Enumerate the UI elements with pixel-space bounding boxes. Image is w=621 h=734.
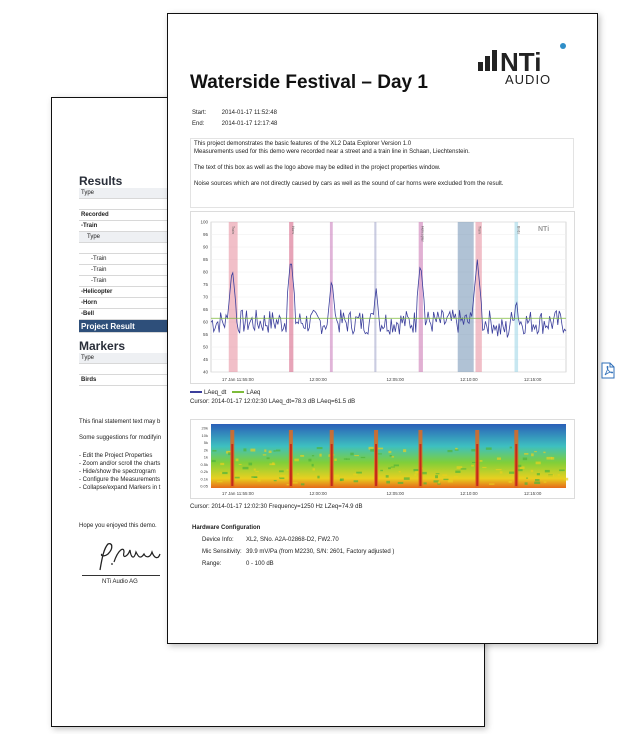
table-row[interactable]: -Train (79, 254, 169, 265)
list-item: - Hide/show the spectrogram (79, 469, 156, 475)
closing-text: Hope you enjoyed this demo. (79, 523, 157, 529)
start-label: Start: (192, 110, 207, 116)
logo-mark-text: NTi (500, 47, 542, 77)
spectrogram-event-core (515, 444, 517, 486)
spectrogram-chart[interactable] (190, 419, 575, 499)
spectrogram-texture (394, 464, 399, 466)
spectrogram-texture (340, 479, 342, 481)
spectrogram-texture (361, 457, 365, 458)
end-row (192, 121, 277, 127)
spectrogram-texture (222, 472, 227, 474)
marker-band[interactable] (515, 222, 519, 372)
table-row[interactable]: -Helicopter (79, 287, 169, 298)
table-row[interactable]: Recorded (79, 210, 169, 221)
table-header-row[interactable]: Type (79, 232, 169, 243)
spectrogram-texture (313, 468, 315, 470)
description-line: Measurements used for this demo were recorded near a street and a train line in Schaan, Liechtenstein. (194, 149, 470, 155)
y-tick-label: 5k (203, 440, 208, 445)
description-line: This project demonstrates the basic features of the XL2 Data Explorer Version 1.0 (194, 141, 412, 147)
device-info-row (202, 537, 339, 543)
company-name: NTi Audio AG (102, 579, 138, 585)
y-tick-label: 90 (202, 244, 208, 250)
y-tick-label: 45 (202, 357, 208, 362)
y-tick-label: 0.5k (200, 461, 208, 467)
table-row[interactable]: -Horn (79, 298, 169, 309)
spectrogram-texture (423, 482, 426, 484)
spectrogram-texture (500, 471, 503, 473)
spectrogram-texture (264, 449, 266, 452)
spectrogram-texture (350, 453, 353, 456)
y-tick-label: 1k (203, 454, 208, 460)
spectrogram-texture (544, 481, 547, 482)
spectrogram-texture (489, 483, 494, 484)
spectrogram-texture (535, 479, 540, 481)
spectrogram-texture (497, 457, 501, 459)
end-value: 2014-01-17 12:17:48 (221, 121, 278, 127)
signature-line (82, 575, 160, 576)
spectrogram-texture (273, 450, 275, 451)
legend-item-laeq-dt: LAeq_dt (190, 390, 226, 396)
table-row[interactable] (79, 243, 169, 254)
spectrogram-texture (286, 469, 288, 470)
spectrogram-texture (294, 459, 298, 462)
spectrogram-cursor-readout: Cursor: 2014-01-17 12:02:30 Frequency=1250 Hz LZeq=74.9 dB (190, 504, 363, 510)
spectrogram-texture (243, 448, 246, 451)
table-row[interactable]: Birds (79, 375, 169, 386)
y-tick-label: 95 (202, 232, 208, 237)
spectrogram-texture (548, 474, 554, 476)
marker-band-label: Helicopter (420, 226, 425, 242)
table-row[interactable] (79, 199, 169, 210)
spectrogram-texture (519, 476, 524, 478)
spectrogram-texture (243, 467, 249, 470)
spectrogram-texture (390, 455, 392, 456)
spectrogram-texture (510, 447, 512, 449)
chart-watermark: NTi (538, 226, 550, 233)
spectrogram-texture (236, 459, 239, 462)
spectrogram-texture (398, 482, 404, 484)
spectrogram-texture (531, 453, 534, 456)
list-item: - Edit the Project Properties (79, 453, 153, 459)
list-item: - Collapse/expand Markers in t (79, 485, 161, 491)
mic-sensitivity-value: 39.9 mV/Pa (from M2230, S/N: 2601, Factory adjusted ) (246, 549, 395, 555)
spectrogram-texture (526, 478, 528, 479)
spectrogram-texture (403, 449, 406, 452)
signature-image (94, 540, 164, 574)
spectrogram-texture (534, 451, 537, 452)
x-tick-label: 12:05:00 (386, 491, 405, 496)
spectrogram-texture (461, 468, 467, 469)
x-tick-label: 12:00:00 (309, 377, 327, 382)
spectrogram-texture (559, 469, 565, 471)
spectrogram-event-core (419, 444, 421, 486)
y-tick-label: 70 (202, 294, 208, 300)
spectrogram-texture (334, 475, 339, 477)
spectrogram-texture (267, 457, 270, 459)
marker-band[interactable] (419, 222, 423, 372)
table-row[interactable]: -Train (79, 221, 169, 232)
spectrogram-texture (509, 481, 512, 483)
spectrogram-texture (212, 460, 216, 462)
marker-band[interactable] (458, 222, 474, 372)
markers-table (79, 353, 169, 386)
x-tick-label: 12:10:00 (460, 377, 478, 382)
spectrogram-texture (319, 454, 321, 457)
range-value: 0 - 100 dB (246, 561, 274, 567)
description-line: The text of this box as well as the logo above may be edited in the project properties window. (194, 165, 441, 171)
spectrogram-texture (447, 450, 452, 452)
spectrogram-texture (257, 480, 260, 482)
table-row[interactable]: -Train (79, 265, 169, 276)
spectrogram-texture (455, 449, 459, 450)
x-tick-label: 12:15:00 (523, 377, 542, 382)
mic-sensitivity-label: Mic Sensitivity: (202, 549, 242, 555)
end-label: End: (192, 121, 205, 127)
spectrogram-texture (486, 447, 492, 449)
y-tick-label: 85 (202, 257, 208, 262)
spectrogram-texture (301, 483, 305, 485)
spectrogram-texture (212, 450, 216, 452)
spectrogram-texture (509, 472, 514, 474)
x-tick-label: 12:05:00 (386, 377, 405, 382)
x-tick-label: 17 Jan 11:55:00 (221, 491, 254, 496)
spectrogram-texture (525, 482, 528, 485)
legend-item-laeq: LAeq (232, 390, 260, 396)
range-label: Range: (202, 561, 222, 567)
table-row[interactable] (79, 364, 169, 375)
spectrogram-texture (414, 474, 416, 476)
spectrogram-texture (543, 452, 545, 453)
spectrogram-texture (524, 453, 528, 455)
spectrogram-texture (534, 482, 540, 484)
spectrogram-texture (558, 474, 560, 476)
spectrogram-texture (564, 478, 569, 481)
table-header-row[interactable]: Type (79, 353, 169, 364)
y-tick-label: 20k (201, 425, 208, 431)
x-tick-label: 12:00:00 (309, 491, 327, 496)
spectrogram-texture (263, 454, 267, 455)
table-row[interactable]: -Bell (79, 309, 169, 320)
spectrogram-texture (523, 458, 527, 461)
y-tick-label: 75 (202, 282, 208, 287)
spectrogram-texture (254, 469, 256, 471)
spectrogram-texture (312, 464, 314, 467)
level-cursor-readout: Cursor: 2014-01-17 12:02:30 LAeq_dt=78.3 dB LAeq=61.5 dB (190, 399, 356, 405)
marker-band-label: Horn (291, 226, 296, 234)
spectrogram-texture (388, 467, 391, 469)
y-tick-label: 50 (202, 344, 208, 350)
spectrogram-texture (413, 469, 418, 471)
spectrogram-texture (217, 481, 222, 482)
y-tick-label: 40 (202, 369, 208, 375)
spectrogram-texture (254, 477, 258, 478)
x-tick-label: 17 Jan 11:55:00 (221, 377, 254, 382)
spectrogram-texture (235, 477, 240, 479)
y-tick-label: 80 (202, 269, 208, 275)
spectrogram-texture (220, 463, 224, 465)
spectrogram-texture (250, 449, 255, 452)
description-line: Noise sources which are not directly caused by cars as well as the sound of car horns were excluded from the result. (194, 181, 504, 187)
device-info-label: Device Info: (202, 537, 234, 543)
spectrogram-texture (312, 455, 314, 456)
spectrogram-texture (392, 456, 395, 457)
spectrogram-texture (317, 476, 319, 479)
spectrogram-texture (297, 473, 299, 474)
y-tick-label: 10k (201, 432, 208, 438)
spectrogram-texture (404, 477, 410, 480)
spectrogram-texture (482, 467, 486, 468)
spectrogram-texture (354, 480, 359, 482)
y-tick-label: 0.05 (200, 483, 208, 489)
y-tick-label: 100 (200, 219, 208, 225)
spectrogram-texture (334, 459, 336, 461)
y-tick-label: 2k (203, 447, 208, 453)
spectrogram-texture (255, 471, 259, 472)
spectrogram-texture (280, 475, 285, 478)
spectrogram-texture (471, 465, 474, 467)
spectrogram-texture (378, 448, 383, 450)
y-tick-label: 65 (202, 307, 208, 312)
y-tick-label: 0.2k (200, 469, 208, 474)
spectrogram-texture (308, 459, 311, 462)
results-heading: Results (79, 174, 123, 188)
start-row (192, 110, 277, 116)
table-row[interactable]: Project Result (79, 320, 169, 333)
spectrogram-texture (354, 455, 359, 456)
spectrogram-texture (442, 474, 447, 476)
logo-audio-text: AUDIO (505, 72, 552, 87)
marker-band-label: Birds (516, 226, 521, 234)
spectrogram-texture (480, 460, 483, 462)
spectrogram-texture (239, 464, 242, 465)
final-statement-text: This final statement text may b (79, 419, 161, 425)
list-item: - Configure the Measurements (79, 477, 161, 483)
table-header-row[interactable]: Type (79, 188, 169, 199)
spectrogram-event-core (375, 444, 377, 486)
spectrogram-texture (353, 474, 357, 476)
spectrogram-texture (388, 451, 391, 453)
start-value: 2014-01-17 11:52:48 (221, 110, 277, 116)
front-report-page (167, 13, 598, 644)
spectrogram-svg (191, 420, 576, 500)
spectrogram-texture (455, 471, 460, 473)
results-table (79, 188, 169, 333)
spectrogram-event-core (231, 444, 233, 486)
report-title: Waterside Festival – Day 1 (190, 72, 428, 93)
spectrogram-event-core (290, 444, 292, 486)
spectrogram-texture (531, 470, 533, 472)
spectrogram-texture (220, 472, 223, 473)
spectrogram-texture (436, 473, 440, 474)
spectrogram-texture (438, 481, 440, 483)
spectrogram-texture (545, 470, 550, 472)
spectrogram-texture (391, 467, 395, 468)
suggestions-list (79, 452, 160, 492)
spectrogram-texture (536, 462, 541, 465)
device-info-value: XL2, SNo. A2A-02868-D2, FW2.70 (246, 537, 339, 543)
marker-band-label: Train (230, 226, 235, 234)
spectrogram-texture (443, 479, 448, 480)
chart-legend (190, 390, 260, 396)
spectrogram-texture (435, 475, 438, 478)
hardware-heading: Hardware Configuration (192, 525, 261, 531)
spectrogram-texture (496, 469, 502, 470)
level-chart[interactable] (190, 211, 575, 384)
level-chart-svg (191, 212, 576, 385)
spectrogram-area (211, 424, 566, 488)
spectrogram-texture (454, 476, 458, 478)
project-description-box[interactable] (190, 138, 574, 208)
spectrogram-texture (276, 450, 280, 452)
spectrogram-texture (380, 470, 383, 471)
spectrogram-texture (537, 473, 540, 475)
spectrogram-event-core (476, 444, 478, 486)
spectrogram-texture (386, 481, 390, 484)
spectrogram-texture (248, 463, 252, 466)
spectrogram-texture (448, 480, 453, 483)
x-tick-label: 12:15:00 (523, 491, 542, 496)
spectrogram-texture (399, 471, 401, 472)
spectrogram-texture (317, 447, 323, 449)
spectrogram-texture (356, 472, 362, 474)
mic-sensitivity-row (202, 549, 394, 555)
range-row (202, 561, 274, 567)
list-item: - Zoom and/or scroll the charts (79, 461, 161, 467)
spectrogram-texture (546, 457, 552, 460)
y-tick-label: 0.1k (200, 476, 208, 482)
y-tick-label: 60 (202, 319, 208, 325)
spectrogram-texture (274, 480, 277, 481)
spectrogram-texture (300, 455, 304, 457)
spectrogram-texture (272, 462, 274, 465)
y-tick-label: 55 (202, 332, 208, 337)
spectrogram-event-core (331, 444, 333, 486)
table-row[interactable]: -Train (79, 276, 169, 287)
x-tick-label: 12:10:00 (460, 491, 478, 496)
marker-band-label: Train (477, 226, 482, 234)
spectrogram-texture (269, 451, 272, 453)
pdf-file-icon[interactable] (601, 362, 615, 379)
markers-heading: Markers (79, 339, 126, 353)
marker-band[interactable] (229, 222, 238, 372)
marker-band[interactable] (330, 222, 333, 372)
suggestions-text: Some suggestions for modifyin (79, 435, 162, 441)
spectrogram-texture (344, 458, 347, 459)
spectrogram-texture (279, 470, 284, 472)
spectrogram-texture (422, 472, 427, 474)
spectrogram-texture (386, 475, 389, 477)
